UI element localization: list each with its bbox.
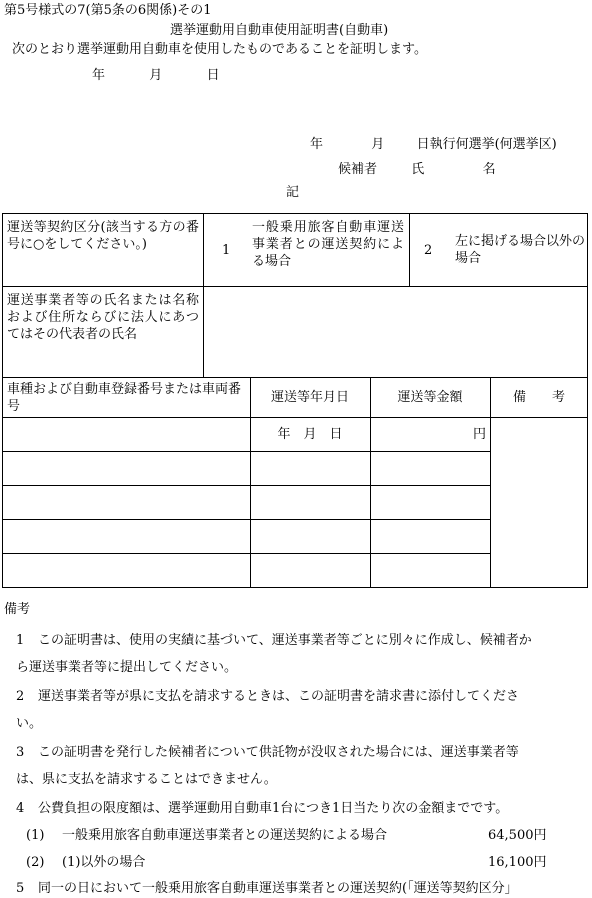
note-1-text-cont: ら運送事業者等に提出してください。 [16, 660, 238, 675]
ki-mark: 記 [286, 185, 300, 200]
divider [2, 519, 490, 520]
vehicle-header: 車種および自動車登録番号または車両番号 [7, 382, 242, 414]
date-header: 運送等年月日 [270, 390, 349, 405]
election-text: 日執行何選挙(何選挙区) [416, 137, 557, 152]
divider [203, 286, 204, 378]
note-2-text: 運送事業者等が県に支払を請求するときは、この証明書を請求書に添付してくださ [38, 689, 520, 704]
divider [2, 485, 490, 486]
candidate-line [338, 162, 496, 178]
contract-option-1-number: 1 [222, 243, 231, 258]
amount-header: 運送等金額 [397, 390, 463, 405]
divider [2, 553, 490, 554]
row1-amount: 円 [472, 427, 486, 442]
note-4-number: 4 [16, 801, 25, 816]
note-4-sub-1-number: (1) [26, 828, 45, 843]
date-year: 年 [92, 68, 106, 83]
note-5-number: 5 [16, 881, 25, 896]
contract-label: 運送等契約区分(該当する方の番号に○をしてください。) [7, 220, 199, 252]
note-5-text: 同一の日において一般乗用旅客自動車運送事業者との運送契約(「運送等契約区分」 [38, 881, 518, 896]
divider [2, 451, 490, 452]
remarks-header: 備 考 [512, 390, 565, 405]
notes-heading: 備考 [4, 602, 31, 617]
note-4-sub-2-number: (2) [26, 855, 45, 870]
note-3-text-cont: は、県に支払を請求することはできません。 [16, 772, 277, 787]
contract-option-2-number: 2 [424, 243, 433, 258]
note-2-text-cont: い。 [16, 716, 43, 731]
note-1-number: 1 [16, 633, 25, 648]
carrier-label: 運送事業者等の氏名または名称および住所ならびに法人にあつてはその代表者の氏名 [7, 293, 199, 342]
note-4-text: 公費負担の限度額は、選挙運動用自動車1台につき1日当たり次の金額までです。 [38, 801, 509, 816]
note-4-sub-1-text: 一般乗用旅客自動車運送事業者との運送契約による場合 [62, 828, 388, 843]
date-month: 月 [149, 68, 163, 83]
date-day: 日 [206, 68, 220, 83]
document-title: 選挙運動用自動車使用証明書(自動車) [170, 23, 389, 38]
contract-option-2-text: 左に掲げる場合以外の場合 [455, 234, 586, 266]
note-4-sub-2-amount: 16,100円 [488, 855, 547, 870]
note-1-text: この証明書は、使用の実績に基づいて、運送事業者等ごとに別々に作成し、候補者か [38, 633, 532, 648]
form-number: 第5号様式の7(第5条の6関係)その1 [4, 3, 212, 18]
row1-date: 年 月 日 [277, 427, 343, 442]
divider [370, 377, 371, 588]
note-3-text: この証明書を発行した候補者について供託物が没収された場合には、運送事業者等 [38, 745, 519, 760]
divider [250, 377, 251, 588]
election-year: 年 [310, 137, 324, 152]
election-month: 月 [371, 137, 385, 152]
candidate-label: 候補者 [338, 162, 378, 177]
divider [409, 213, 410, 287]
contract-option-1-text: 一般乗用旅客自動車運送事業者との運送契約による場合 [252, 220, 404, 269]
candidate-mei: 名 [482, 162, 496, 177]
note-3-number: 3 [16, 745, 25, 760]
divider [2, 417, 588, 418]
candidate-shi: 氏 [411, 162, 425, 177]
divider [490, 377, 491, 588]
note-4-sub-1-amount: 64,500円 [488, 828, 547, 843]
election-line [310, 137, 557, 153]
issue-date [92, 68, 220, 84]
intro-text: 次のとおり選挙運動用自動車を使用したものであることを証明します。 [12, 42, 427, 57]
divider [203, 213, 204, 287]
note-4-sub-2-text: (1)以外の場合 [62, 855, 146, 870]
note-2-number: 2 [16, 689, 25, 704]
